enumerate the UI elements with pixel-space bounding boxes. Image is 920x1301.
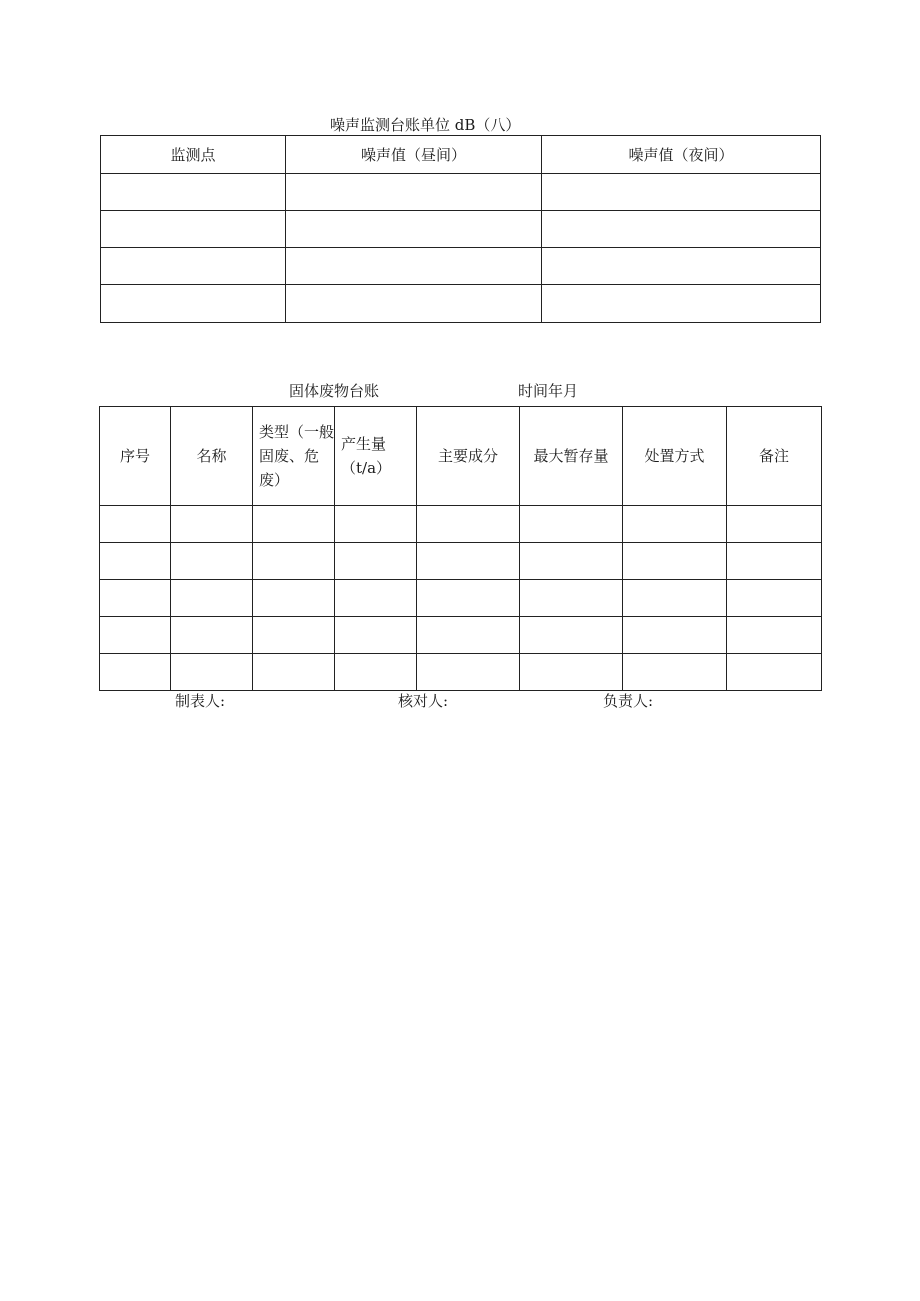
table-cell: [520, 654, 623, 691]
table-cell: [727, 506, 822, 543]
table-cell: [253, 654, 335, 691]
table-cell: [623, 506, 727, 543]
table-cell: [542, 248, 821, 285]
table-cell: [100, 580, 171, 617]
table-cell: [520, 617, 623, 654]
column-header-noise-day: 噪声值（昼间）: [286, 136, 542, 174]
table-row: [101, 211, 821, 248]
table-cell: [727, 617, 822, 654]
table-cell: [171, 617, 253, 654]
table-cell: [727, 543, 822, 580]
table-cell: [417, 543, 520, 580]
table-cell: [286, 174, 542, 211]
table-cell: [417, 580, 520, 617]
column-header-remarks: 备注: [727, 407, 822, 506]
table-cell: [171, 654, 253, 691]
table-row: [100, 617, 822, 654]
table-cell: [101, 211, 286, 248]
table-cell: [727, 654, 822, 691]
table-cell: [335, 580, 417, 617]
noise-ledger-title: 噪声监测台账单位 dB（八）: [330, 116, 521, 134]
checker-label: 核对人:: [398, 692, 449, 710]
waste-ledger-title: 固体废物台账: [289, 382, 380, 400]
table-row: [101, 248, 821, 285]
table-header-row: [101, 136, 821, 174]
table-cell: [286, 285, 542, 323]
table-cell: [623, 654, 727, 691]
table-cell: [171, 580, 253, 617]
table-cell: [623, 543, 727, 580]
table-cell: [623, 580, 727, 617]
table-cell: [101, 248, 286, 285]
column-header-seq: 序号: [100, 407, 171, 506]
table-cell: [335, 543, 417, 580]
table-cell: [100, 543, 171, 580]
table-cell: [417, 654, 520, 691]
column-header-noise-night: 噪声值（夜间）: [542, 136, 821, 174]
table-row: [101, 174, 821, 211]
table-cell: [253, 580, 335, 617]
table-row: [100, 654, 822, 691]
table-cell: [100, 506, 171, 543]
waste-ledger-time-label: 时间年月: [518, 382, 579, 400]
waste-ledger-table: [99, 406, 822, 691]
table-cell: [520, 543, 623, 580]
table-cell: [727, 580, 822, 617]
table-cell: [101, 174, 286, 211]
table-header-row: [100, 407, 822, 506]
table-cell: [335, 506, 417, 543]
table-cell: [417, 506, 520, 543]
table-row: [100, 506, 822, 543]
table-cell: [542, 211, 821, 248]
column-header-composition: 主要成分: [417, 407, 520, 506]
table-row: [100, 580, 822, 617]
table-cell: [253, 617, 335, 654]
table-cell: [520, 506, 623, 543]
table-cell: [520, 580, 623, 617]
table-cell: [417, 617, 520, 654]
table-cell: [286, 211, 542, 248]
table-cell: [542, 285, 821, 323]
table-cell: [335, 617, 417, 654]
table-cell: [171, 543, 253, 580]
table-cell: [100, 617, 171, 654]
table-cell: [171, 506, 253, 543]
table-cell: [101, 285, 286, 323]
table-cell: [335, 654, 417, 691]
table-cell: [623, 617, 727, 654]
table-row: [101, 285, 821, 323]
preparer-label: 制表人:: [175, 692, 226, 710]
table-cell: [100, 654, 171, 691]
table-cell: [253, 543, 335, 580]
table-cell: [286, 248, 542, 285]
column-header-type: 类型（一般固废、危废）: [253, 407, 335, 506]
column-header-output: 产生量（t/a）: [335, 407, 417, 506]
column-header-max-storage: 最大暂存量: [520, 407, 623, 506]
column-header-disposal: 处置方式: [623, 407, 727, 506]
column-header-monitoring-point: 监测点: [101, 136, 286, 174]
column-header-name: 名称: [171, 407, 253, 506]
table-cell: [253, 506, 335, 543]
responsible-person-label: 负责人:: [603, 692, 654, 710]
table-cell: [542, 174, 821, 211]
table-row: [100, 543, 822, 580]
noise-ledger-table: [100, 135, 821, 323]
